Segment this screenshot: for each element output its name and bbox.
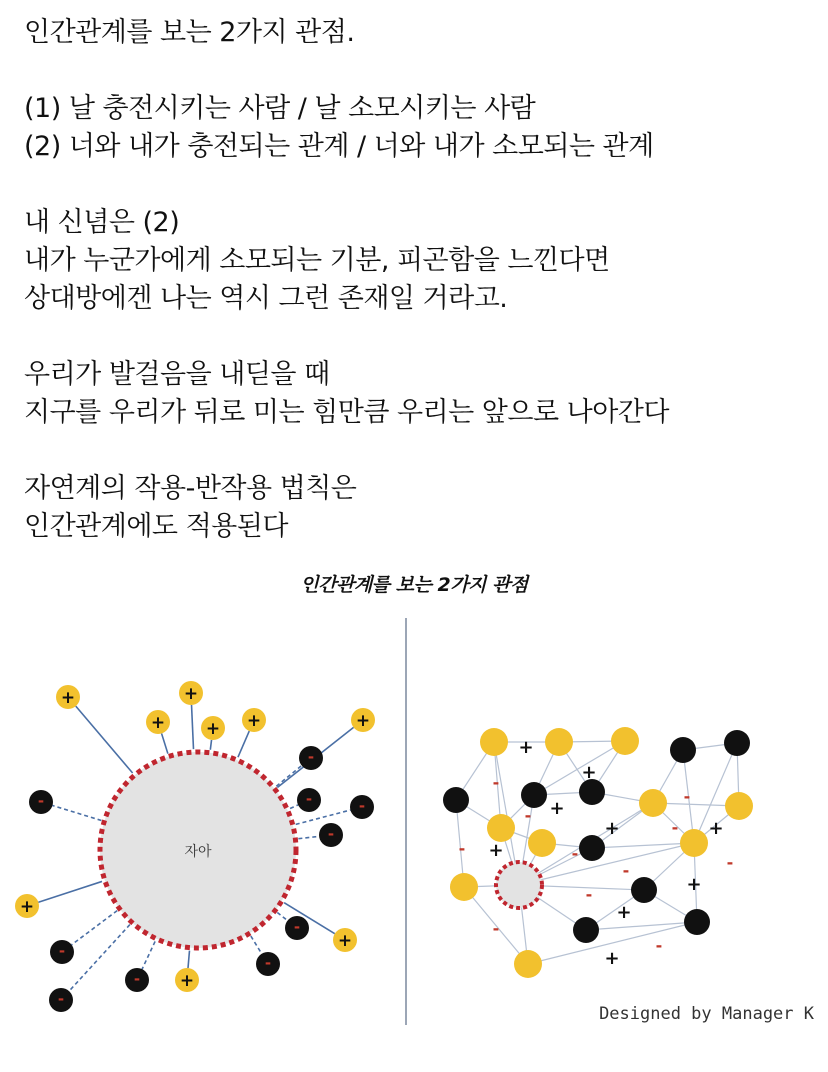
positive-network-node xyxy=(639,789,667,817)
dashed-link xyxy=(276,766,301,787)
negative-network-node xyxy=(573,917,599,943)
negative-node xyxy=(29,790,53,814)
dashed-link xyxy=(290,805,298,809)
plus-link-sign: + xyxy=(604,818,620,839)
minus-sign: - xyxy=(305,790,313,808)
positive-network-node xyxy=(450,873,478,901)
solid-link xyxy=(210,740,211,750)
solid-link xyxy=(238,731,249,757)
negative-node xyxy=(297,788,321,812)
positive-node xyxy=(201,716,225,740)
plus-link-sign: + xyxy=(616,902,632,923)
post-text xyxy=(24,14,814,546)
relationship-diagram xyxy=(0,600,828,1040)
positive-network-node xyxy=(487,814,515,842)
positive-network-node xyxy=(528,829,556,857)
plus-sign: + xyxy=(205,719,221,739)
plus-link-sign: + xyxy=(549,798,565,819)
plus-link-sign: + xyxy=(686,874,702,895)
small-self-circle xyxy=(496,862,542,908)
belief-intro: 내 신념은 (2) xyxy=(24,207,180,238)
plus-sign: + xyxy=(179,971,195,991)
negative-node xyxy=(125,968,149,992)
designer-credit: Designed by Manager K xyxy=(599,1004,814,1024)
positive-node xyxy=(146,710,170,734)
plus-link-sign: + xyxy=(581,762,597,783)
solid-link xyxy=(188,951,189,968)
positive-network-node xyxy=(545,728,573,756)
walk-line-1: 우리가 발걸음을 내딛을 때 xyxy=(24,359,330,390)
solid-link xyxy=(38,881,102,902)
minus-link-sign: - xyxy=(492,773,500,792)
positive-node xyxy=(351,708,375,732)
negative-node xyxy=(299,746,323,770)
negative-node xyxy=(285,916,309,940)
dashed-link xyxy=(296,810,351,824)
law-line-2: 인간관계에도 적용된다 xyxy=(24,511,288,542)
plus-sign: + xyxy=(337,931,353,951)
negative-network-node xyxy=(684,909,710,935)
plus-sign: + xyxy=(183,684,199,704)
post-title: 인간관계를 보는 2가지 관점. xyxy=(24,17,355,48)
negative-network-node xyxy=(579,835,605,861)
negative-node xyxy=(350,795,374,819)
minus-link-sign: - xyxy=(458,839,466,858)
plus-link-sign: + xyxy=(518,737,534,758)
minus-link-sign: - xyxy=(585,885,593,904)
belief-line-1: 내가 누군가에게 소모되는 기분, 피곤함을 느낀다면 xyxy=(24,245,610,276)
positive-node xyxy=(242,708,266,732)
negative-node xyxy=(256,952,280,976)
belief-line-2: 상대방에겐 나는 역시 그런 존재일 거라고. xyxy=(24,283,508,314)
minus-sign: - xyxy=(307,748,315,766)
viewpoint-2: (2) 너와 내가 충전되는 관계 / 너와 내가 소모되는 관계 xyxy=(24,131,654,162)
minus-sign: - xyxy=(358,797,366,815)
positive-node xyxy=(15,894,39,918)
law-line-1: 자연계의 작용-반작용 법칙은 xyxy=(24,473,357,504)
positive-network-node xyxy=(480,728,508,756)
plus-sign: + xyxy=(60,688,76,708)
plus-link-sign: + xyxy=(488,840,504,861)
walk-line-2: 지구를 우리가 뒤로 미는 힘만큼 우리는 앞으로 나아간다 xyxy=(24,397,669,428)
dashed-link xyxy=(72,911,118,945)
negative-network-node xyxy=(670,737,696,763)
negative-network-node xyxy=(724,730,750,756)
minus-sign: - xyxy=(264,954,272,972)
plus-sign: + xyxy=(246,711,262,731)
negative-network-node xyxy=(443,787,469,813)
minus-link-sign: - xyxy=(492,919,500,938)
minus-link-sign: - xyxy=(655,936,663,955)
plus-sign: + xyxy=(150,713,166,733)
negative-node xyxy=(50,940,74,964)
solid-link xyxy=(76,706,133,773)
negative-network-node xyxy=(631,877,657,903)
dashed-link xyxy=(52,806,101,821)
positive-node xyxy=(179,681,203,705)
plus-sign: + xyxy=(19,897,35,917)
viewpoint-1: (1) 날 충전시키는 사람 / 날 소모시키는 사람 xyxy=(24,93,536,124)
solid-link xyxy=(162,733,168,753)
minus-sign: - xyxy=(293,918,301,936)
positive-network-node xyxy=(611,727,639,755)
positive-network-node xyxy=(725,792,753,820)
minus-sign: - xyxy=(133,970,141,988)
minus-link-sign: - xyxy=(622,861,630,880)
minus-link-sign: - xyxy=(726,853,734,872)
minus-sign: - xyxy=(327,825,335,843)
self-label: 자아 xyxy=(184,844,212,860)
dashed-link xyxy=(298,836,319,838)
minus-link-sign: - xyxy=(671,818,679,837)
positive-node xyxy=(56,685,80,709)
negative-node xyxy=(49,988,73,1012)
positive-node xyxy=(333,928,357,952)
dashed-link xyxy=(277,913,287,921)
minus-sign: - xyxy=(57,990,65,1008)
minus-sign: - xyxy=(58,942,66,960)
minus-sign: - xyxy=(37,792,45,810)
minus-link-sign: - xyxy=(683,787,691,806)
positive-network-node xyxy=(514,950,542,978)
positive-node xyxy=(175,968,199,992)
minus-link-sign: - xyxy=(571,844,579,863)
dashed-link xyxy=(69,925,130,992)
negative-network-node xyxy=(521,782,547,808)
solid-link xyxy=(192,705,194,749)
negative-node xyxy=(319,823,343,847)
minus-link-sign: - xyxy=(524,806,532,825)
plus-link-sign: + xyxy=(708,818,724,839)
plus-link-sign: + xyxy=(604,948,620,969)
dashed-link xyxy=(142,941,155,969)
dashed-link xyxy=(251,936,262,954)
positive-network-node xyxy=(680,829,708,857)
figure-title: 인간관계를 보는 2가지 관점 xyxy=(300,574,528,596)
plus-sign: + xyxy=(355,711,371,731)
